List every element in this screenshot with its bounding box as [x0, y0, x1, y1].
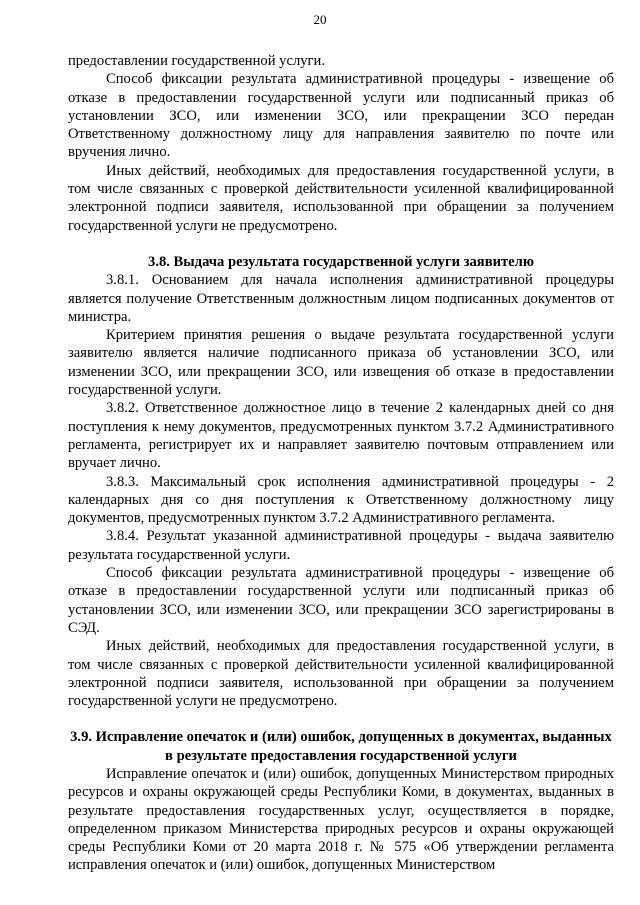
paragraph: Иных действий, необходимых для предоставления государственной услуги, в том числе связанных с проверкой действительности усиленной квалифицированной электронной подписи заявителя, использованной при обращении за получением государственной услуги не предусмотрено. — [68, 162, 614, 234]
section-heading: 3.9. Исправление опечаток и (или) ошибок, допущенных в документах, выданных в результате предоставления государственной услуги — [70, 729, 612, 764]
paragraph: Исправление опечаток и (или) ошибок, допущенных Министерством природных ресурсов и охраны окружающей среды Республики Коми, в документах, выданных в результате предоставления государственных услуг, осуществляется в порядке, определенном приказом Министерства природных ресурсов и охраны окружающей среды Республики Коми от 20 марта 2018 г. № 575 «Об утверждении регламента исправления опечаток и (или) ошибок, допущенных Министерством — [68, 765, 614, 874]
paragraph: 3.8.1. Основанием для начала исполнения административной процедуры является получение Ответственным должностным лицом подписанных документов от министра. — [68, 272, 614, 325]
section-spacer — [68, 710, 614, 728]
paragraph: Способ фиксации результата административной процедуры - извещение об отказе в предоставлении государственной услуги или подписанный приказ об установлении ЗСО, или изменении ЗСО, или прекращении ЗСО передан Ответственному должностному лицу для направления заявителю по почте или вручения лично. — [68, 71, 614, 161]
paragraph: Критерием принятия решения о выдаче результата государственной услуги заявителю является наличие подписанного приказа об установлении ЗСО, или изменении ЗСО, или прекращении ЗСО, или извещения об отказе в предоставлении государственной услуги. — [68, 327, 614, 399]
paragraph: 3.8.2. Ответственное должностное лицо в течение 2 календарных дней со дня поступления к нему документов, предусмотренных пунктом 3.7.2 Административного регламента, регистрирует их и направляет заявителю почтовым отправлением или вручает лично. — [68, 400, 614, 472]
document-body — [68, 52, 614, 875]
paragraph: Иных действий, необходимых для предоставления государственной услуги, в том числе связанных с проверкой действительности усиленной квалифицированной электронной подписи заявителя, использованной при обращении за получением государственной услуги не предусмотрено. — [68, 638, 614, 710]
paragraph: предоставлении государственной услуги. — [68, 53, 325, 69]
page-number: 20 — [313, 12, 327, 27]
section-heading: 3.8. Выдача результата государственной услуги заявителю — [148, 253, 534, 270]
paragraph: 3.8.3. Максимальный срок исполнения административной процедуры - 2 календарных дня со дня поступления к Ответственному должностному лицу документов, предусмотренных пунктом 3.7.2 Административного регламента. — [68, 473, 614, 527]
paragraph: Способ фиксации результата административной процедуры - извещение об отказе в предоставлении государственной услуги или подписанный приказ об установлении ЗСО, или изменении ЗСО, или прекращении ЗСО зарегистрированы в СЭД. — [68, 565, 614, 636]
paragraph: 3.8.4. Результат указанной административной процедуры - выдача заявителю результата государственной услуги. — [68, 528, 614, 563]
section-spacer — [68, 235, 614, 253]
